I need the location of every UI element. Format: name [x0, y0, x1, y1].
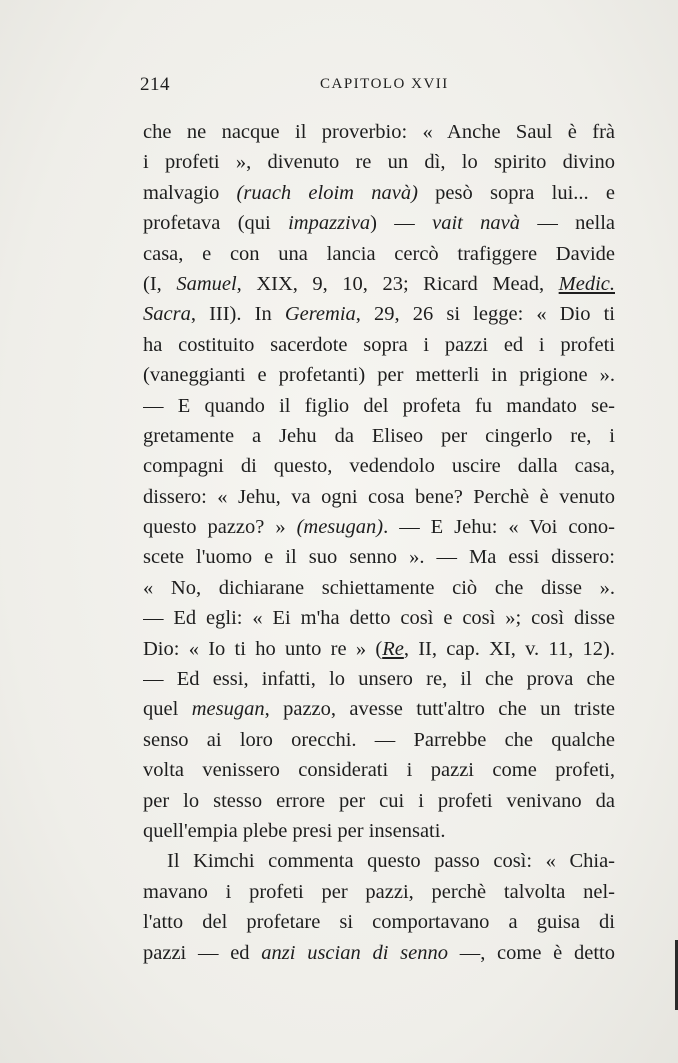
text-segment: senso ai loro orecchi. — Parrebbe che qualche: [143, 728, 615, 751]
text-segment: , III). In: [190, 303, 285, 326]
text-segment: — E quando il figlio del profeta fu mandato se-: [143, 394, 615, 417]
text-segment: Dio: « Io ti ho unto re » (: [143, 637, 383, 660]
text-segment: ) —: [370, 212, 433, 235]
text-segment: Medic.: [558, 272, 615, 295]
text-line: [143, 451, 615, 481]
text-line: [143, 938, 615, 968]
text-segment: questo pazzo? »: [143, 516, 297, 539]
text-segment: per lo stesso errore per cui i profeti venivano da: [143, 789, 615, 812]
text-line: [143, 694, 615, 724]
text-segment: (I,: [143, 272, 177, 295]
page-number: 214: [140, 74, 170, 95]
text-segment: mesugan: [191, 698, 265, 721]
text-line: [143, 330, 615, 360]
text-segment: i profeti », divenuto re un dì, lo spirito divino: [143, 151, 615, 174]
text-segment: Il Kimchi commenta questo passo così: « Chia-: [167, 850, 615, 873]
text-line: [143, 482, 615, 512]
text-segment: , 29, 26 si legge: « Dio ti: [355, 303, 615, 326]
text-line: [143, 178, 615, 208]
text-segment: che ne nacque il proverbio: « Anche Saul è frà: [143, 121, 615, 143]
text-segment: dissero: « Jehu, va ogni cosa bene? Perchè è venuto: [143, 485, 615, 508]
text-segment: — nella: [520, 212, 615, 235]
text-line: [143, 542, 615, 572]
text-segment: (mesugan): [296, 516, 384, 539]
text-line: [143, 664, 615, 694]
text-segment: casa, e con una lancia cercò trafiggere Davide: [143, 242, 615, 265]
text-segment: malvagio: [143, 181, 237, 204]
text-segment: profetava (qui: [143, 212, 289, 235]
text-segment: Samuel: [176, 272, 237, 295]
text-segment: , pazzo, avesse tutt'altro che un triste: [264, 698, 615, 721]
text-segment: Re: [382, 637, 404, 660]
text-segment: scete l'uomo e il suo senno ». — Ma essi dissero:: [143, 546, 615, 569]
running-head: CAPITOLO XVII: [320, 76, 449, 92]
text-segment: quel: [143, 698, 192, 721]
text-line: [143, 360, 615, 390]
text-line: [143, 907, 615, 937]
text-segment: pazzi — ed: [143, 941, 262, 964]
text-segment: mavano i profeti per pazzi, perchè talvolta nel-: [143, 880, 615, 903]
text-line: [143, 512, 615, 542]
text-segment: (ruach eloim navà): [236, 181, 418, 204]
body-text: [143, 117, 615, 968]
text-line: [143, 725, 615, 755]
text-line: [143, 269, 615, 299]
text-line: [143, 634, 615, 664]
text-line: [143, 603, 615, 633]
text-line: [143, 208, 615, 238]
text-line: [143, 816, 615, 846]
text-segment: « No, dichiarane schiettamente ciò che disse ».: [143, 576, 615, 599]
text-segment: ha costituito sacerdote sopra i pazzi ed i profeti: [143, 333, 615, 356]
text-segment: , XIX, 9, 10, 23; Ricard Mead,: [236, 272, 559, 295]
text-line: [143, 877, 615, 907]
text-segment: impazziva: [288, 212, 371, 235]
text-line: [143, 239, 615, 269]
text-segment: compagni di questo, vedendolo uscire dalla casa,: [143, 455, 615, 478]
text-segment: . — E Jehu: « Voi cono-: [383, 516, 615, 539]
text-line: [143, 117, 615, 147]
text-segment: gretamente a Jehu da Eliseo per cingerlo re, i: [143, 424, 615, 447]
text-segment: anzi uscian di senno: [261, 941, 448, 964]
page-header: [140, 74, 620, 98]
text-segment: volta venissero considerati i pazzi come profeti,: [143, 759, 615, 782]
text-segment: — Ed essi, infatti, lo unsero re, il che prova che: [143, 668, 615, 691]
text-segment: vait navà: [432, 212, 521, 235]
text-segment: quell'empia plebe presi per insensati.: [143, 819, 446, 842]
text-segment: pesò sopra lui... e: [417, 181, 615, 204]
text-segment: l'atto del profetare si comportavano a guisa di: [143, 911, 615, 934]
text-segment: —, come è detto: [447, 941, 615, 964]
text-segment: Sacra: [143, 303, 191, 326]
text-line: [143, 786, 615, 816]
text-line: [143, 846, 615, 876]
text-segment: , II, cap. XI, v. 11, 12).: [403, 637, 615, 660]
text-line: [143, 299, 615, 329]
text-segment: — Ed egli: « Ei m'ha detto così e così »; così disse: [143, 607, 615, 630]
text-segment: Geremia: [284, 303, 356, 326]
text-line: [143, 421, 615, 451]
text-line: [143, 391, 615, 421]
text-line: [143, 147, 615, 177]
text-line: [143, 573, 615, 603]
text-line: [143, 755, 615, 785]
text-segment: (vaneggianti e profetanti) per metterli in prigione ».: [143, 364, 615, 387]
